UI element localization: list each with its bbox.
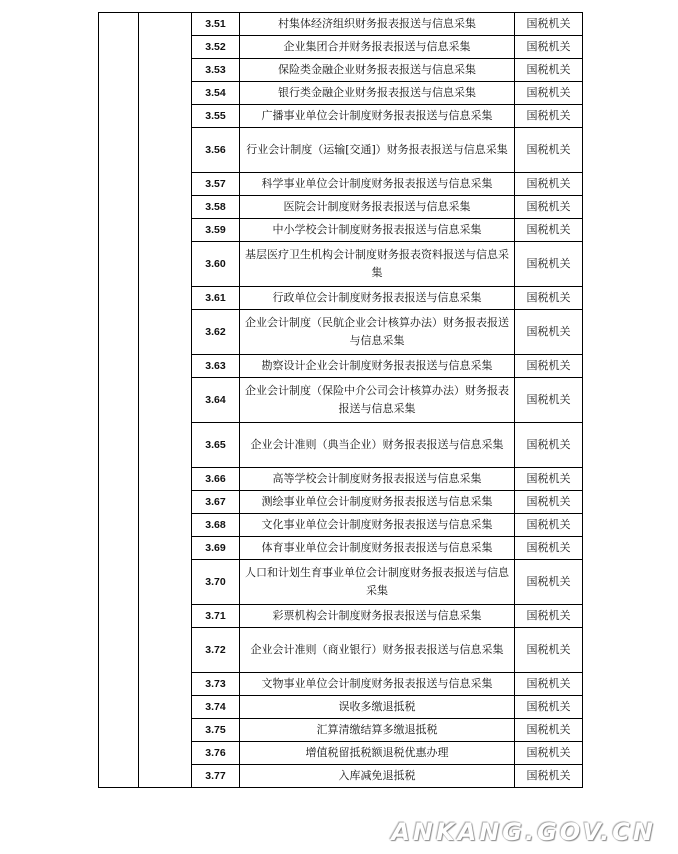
- site-watermark: ANKANG.GOV.CN: [391, 818, 656, 846]
- item-number: 3.51: [192, 13, 240, 36]
- item-name: 勘察设计企业会计制度财务报表报送与信息采集: [240, 355, 515, 378]
- item-name: 银行类金融企业财务报表报送与信息采集: [240, 82, 515, 105]
- item-number: 3.73: [192, 673, 240, 696]
- item-name: 基层医疗卫生机构会计制度财务报表资料报送与信息采集: [240, 242, 515, 287]
- item-name: 汇算清缴结算多缴退抵税: [240, 719, 515, 742]
- item-number: 3.67: [192, 491, 240, 514]
- item-name: 测绘事业单位会计制度财务报表报送与信息采集: [240, 491, 515, 514]
- item-department: 国税机关: [515, 355, 583, 378]
- item-department: 国税机关: [515, 219, 583, 242]
- item-department: 国税机关: [515, 696, 583, 719]
- item-number: 3.77: [192, 765, 240, 788]
- item-number: 3.52: [192, 36, 240, 59]
- item-number: 3.64: [192, 378, 240, 423]
- item-number: 3.59: [192, 219, 240, 242]
- item-number: 3.74: [192, 696, 240, 719]
- item-name: 中小学校会计制度财务报表报送与信息采集: [240, 219, 515, 242]
- tax-service-table: [98, 12, 583, 788]
- item-name: 彩票机构会计制度财务报表报送与信息采集: [240, 605, 515, 628]
- item-department: 国税机关: [515, 82, 583, 105]
- item-department: 国税机关: [515, 196, 583, 219]
- item-number: 3.57: [192, 173, 240, 196]
- item-name: 企业集团合并财务报表报送与信息采集: [240, 36, 515, 59]
- item-number: 3.55: [192, 105, 240, 128]
- item-number: 3.65: [192, 423, 240, 468]
- item-number: 3.62: [192, 310, 240, 355]
- item-name: 企业会计制度（保险中介公司会计核算办法）财务报表报送与信息采集: [240, 378, 515, 423]
- item-number: 3.58: [192, 196, 240, 219]
- item-department: 国税机关: [515, 36, 583, 59]
- item-number: 3.60: [192, 242, 240, 287]
- item-department: 国税机关: [515, 378, 583, 423]
- item-department: 国税机关: [515, 173, 583, 196]
- item-department: 国税机关: [515, 765, 583, 788]
- item-department: 国税机关: [515, 673, 583, 696]
- item-name: 入库减免退抵税: [240, 765, 515, 788]
- item-number: 3.70: [192, 560, 240, 605]
- item-name: 高等学校会计制度财务报表报送与信息采集: [240, 468, 515, 491]
- item-department: 国税机关: [515, 560, 583, 605]
- item-department: 国税机关: [515, 242, 583, 287]
- item-name: 人口和计划生育事业单位会计制度财务报表报送与信息采集: [240, 560, 515, 605]
- item-name: 医院会计制度财务报表报送与信息采集: [240, 196, 515, 219]
- subcategory-cell: [139, 13, 192, 788]
- item-department: 国税机关: [515, 491, 583, 514]
- item-department: 国税机关: [515, 742, 583, 765]
- item-name: 保险类金融企业财务报表报送与信息采集: [240, 59, 515, 82]
- item-department: 国税机关: [515, 105, 583, 128]
- item-number: 3.69: [192, 537, 240, 560]
- item-number: 3.68: [192, 514, 240, 537]
- item-name: 企业会计准则（商业银行）财务报表报送与信息采集: [240, 628, 515, 673]
- item-department: 国税机关: [515, 310, 583, 355]
- item-number: 3.61: [192, 287, 240, 310]
- item-number: 3.53: [192, 59, 240, 82]
- item-department: 国税机关: [515, 423, 583, 468]
- item-name: 行政单位会计制度财务报表报送与信息采集: [240, 287, 515, 310]
- item-name: 误收多缴退抵税: [240, 696, 515, 719]
- item-name: 增值税留抵税额退税优惠办理: [240, 742, 515, 765]
- item-department: 国税机关: [515, 537, 583, 560]
- item-number: 3.76: [192, 742, 240, 765]
- item-number: 3.71: [192, 605, 240, 628]
- table-row: [99, 13, 583, 36]
- item-name: 企业会计制度（民航企业会计核算办法）财务报表报送与信息采集: [240, 310, 515, 355]
- item-number: 3.72: [192, 628, 240, 673]
- category-cell: [99, 13, 139, 788]
- item-department: 国税机关: [515, 628, 583, 673]
- item-department: 国税机关: [515, 13, 583, 36]
- item-name: 企业会计准则（典当企业）财务报表报送与信息采集: [240, 423, 515, 468]
- item-number: 3.75: [192, 719, 240, 742]
- item-department: 国税机关: [515, 128, 583, 173]
- item-department: 国税机关: [515, 468, 583, 491]
- item-number: 3.56: [192, 128, 240, 173]
- item-name: 村集体经济组织财务报表报送与信息采集: [240, 13, 515, 36]
- item-department: 国税机关: [515, 719, 583, 742]
- item-department: 国税机关: [515, 287, 583, 310]
- item-name: 科学事业单位会计制度财务报表报送与信息采集: [240, 173, 515, 196]
- item-name: 体育事业单位会计制度财务报表报送与信息采集: [240, 537, 515, 560]
- item-name: 广播事业单位会计制度财务报表报送与信息采集: [240, 105, 515, 128]
- item-number: 3.54: [192, 82, 240, 105]
- table-body: [99, 13, 583, 788]
- item-department: 国税机关: [515, 514, 583, 537]
- item-number: 3.63: [192, 355, 240, 378]
- item-name: 文物事业单位会计制度财务报表报送与信息采集: [240, 673, 515, 696]
- item-department: 国税机关: [515, 605, 583, 628]
- item-number: 3.66: [192, 468, 240, 491]
- item-name: 行业会计制度（运输[交通]）财务报表报送与信息采集: [240, 128, 515, 173]
- item-name: 文化事业单位会计制度财务报表报送与信息采集: [240, 514, 515, 537]
- item-department: 国税机关: [515, 59, 583, 82]
